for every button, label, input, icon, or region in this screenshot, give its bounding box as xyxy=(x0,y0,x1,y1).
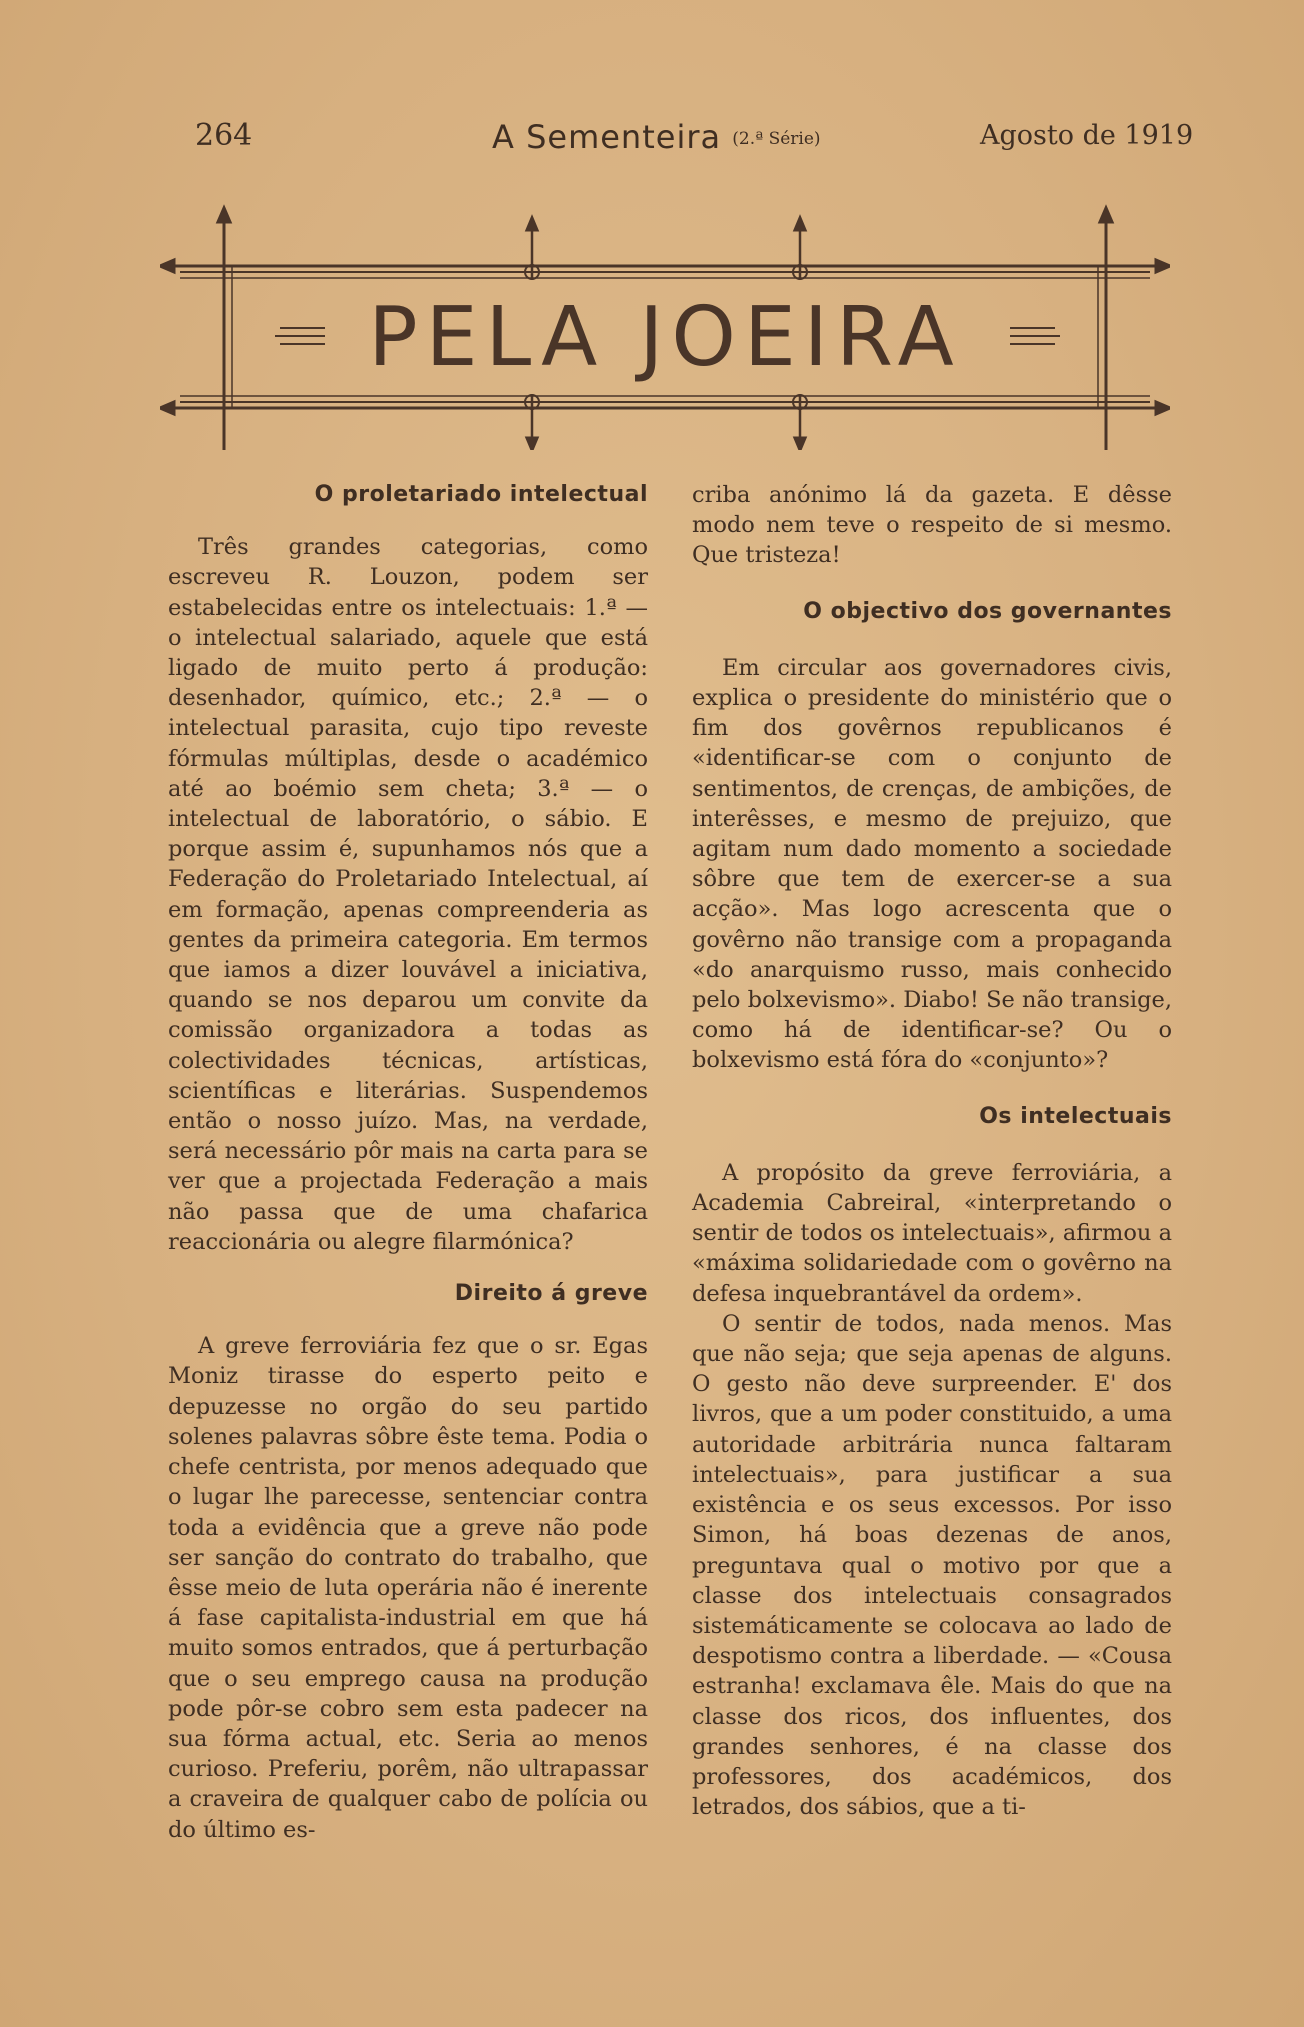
issue-date: Agosto de 1919 xyxy=(980,120,1194,151)
journal-title-text: A Sementeira xyxy=(492,118,722,156)
article-heading-proletariado: O proletariado intelectual xyxy=(314,482,648,507)
journal-title xyxy=(492,118,821,156)
article-body-greve: A greve ferroviária fez que o sr. Egas Moniz tirasse do esperto peito e depuzesse no orgão do seu partido solenes palavras sôbre êste tema. Podia o chefe centrista, por menos adequado que o lugar lhe parecesse, sentenciar contra toda a evidência que a greve não pode ser sanção do contrato do trabalho, que êsse meio de luta operária não é inerente á fase capitalista-industrial em que há muito somos entrados, que á perturbação que o seu emprego causa na produção pode pôr-se cobro sem esta padecer na sua fórma actual, etc. Seria ao menos curioso. Preferiu, porêm, não ultrapassar a craveira de qualquer cabo de polícia ou do último es- xyxy=(168,1333,648,1843)
article-heading-objectivo: O objectivo dos governantes xyxy=(803,598,1172,624)
article-body-proletariado: Três grandes categorias, como escreveu R. Louzon, podem ser estabelecidas entre os intelectuais: 1.ª — o intelectual salariado, aquele que está ligado de muito perto á produção: desenhador, químico, etc.; 2.ª — o intelectual parasita, cujo tipo reveste fórmulas múltiplas, desde o académico até ao boémio sem cheta; 3.ª — o intelectual de laboratório, o sábio. E porque assim é, supunhamos nós que a Federação do Proletariado Intelectual, aí em formação, apenas compreenderia as gentes da primeira categoria. Em termos que iamos a dizer louvável a iniciativa, quando se nos deparou um convite da comissão organizadora a todas as colectividades técnicas, artísticas, scientíficas e literárias. Suspendemos então o nosso juízo. Mas, na verdade, será necessário pôr mais na carta para se ver que a projectada Federação a mais não passa que de uma chafarica reaccionária ou alegre filarmónica? xyxy=(168,534,648,1255)
article-body-objectivo: Em circular aos governadores civis, explica o presidente do ministério que o fim dos govêrnos republicanos é «identificar-se com o conjunto de sentimentos, de crenças, de ambições, de interêsses, e mesmo de prejuizo, que agitam num dado momento a sociedade sôbre que tem de exercer-se a sua acção». Mas logo acrescenta que o govêrno não transige com a propaganda «do anarquismo russo, mais conhecido pelo bolxevismo». Diabo! Se não transige, como há de identificar-se? Ou o bolxevismo está fóra do «conjunto»? xyxy=(692,654,1172,1074)
right-column xyxy=(692,480,1172,1822)
article-body-intelectuais-p1: A propósito da greve ferroviária, a Academia Cabreiral, «interpretando o sentir de todos os intelectuais», afirmou a «máxima solidariedade com o govêrno na defesa inquebrantável da ordem». xyxy=(692,1159,1172,1307)
banner-title: PELA JOEIRA xyxy=(368,290,962,385)
left-column xyxy=(168,480,648,1845)
series-label: (2.ª Série) xyxy=(732,129,821,149)
page-number: 264 xyxy=(195,118,253,153)
section-banner xyxy=(160,200,1170,450)
article-body-greve-continued: criba anónimo lá da gazeta. E dêsse modo nem teve o respeito de si mesmo. Que tristeza! xyxy=(692,482,1172,569)
article-heading-greve: Direito á greve xyxy=(454,1281,648,1307)
article-body-intelectuais-p2: O sentir de todos, nada menos. Mas que não seja; que seja apenas de alguns. O gesto não deve surpreender. E' dos livros, que a um poder constituido, a uma autoridade arbitrária nunca faltaram intelectuais», para justificar a sua existência e os seus excessos. Por isso Simon, há boas dezenas de anos, preguntava qual o motivo por que a classe dos intelectuais consagrados sistemáticamente se colocava ao lado de despotismo contra a liberdade. — «Cousa estranha! exclamava êle. Mais do que na classe dos ricos, dos influentes, dos grandes senhores, é na classe dos professores, dos académicos, dos letrados, dos sábios, que a ti- xyxy=(692,1310,1172,1821)
page-header xyxy=(0,118,1304,168)
article-heading-intelectuais: Os intelectuais xyxy=(979,1103,1172,1129)
